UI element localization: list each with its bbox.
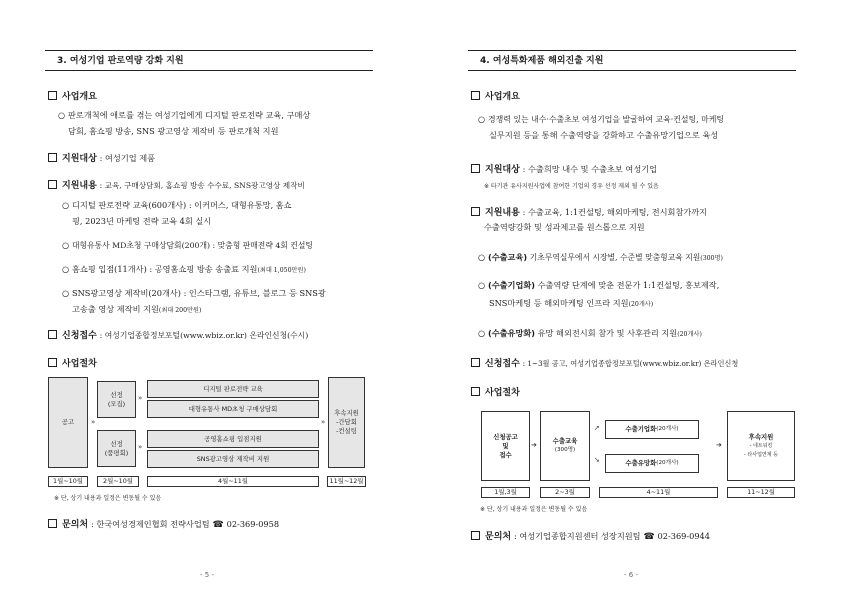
- flow-follow-up: 후속지원 - 네트워킹 - 타사업연계 등: [727, 411, 795, 481]
- contact-line: 문의처 : 한국여성경제인협회 전략사업팀 ☎ 02-369-0958: [48, 518, 279, 531]
- checkbox-icon: [48, 330, 57, 339]
- schedule-note: ※ 단, 상기 내용과 일정은 변동될 수 있음: [54, 495, 162, 502]
- checkbox-icon: [471, 91, 480, 100]
- content-item-1: ○ (수출교육) 기초무역실무에서 시장별, 수준별 맞춤형교육 지원(300명): [478, 252, 723, 262]
- circle-bullet-icon: ○: [478, 114, 486, 124]
- arrow-right-icon: ➔: [716, 441, 722, 449]
- circle-bullet-icon: ○: [58, 110, 66, 120]
- flow-export-company: 수출기업화 (20개사): [605, 420, 699, 439]
- overview-heading: 사업개요: [471, 91, 520, 103]
- arrow-right-icon: »: [321, 418, 326, 426]
- circle-bullet-icon: ○: [478, 280, 486, 290]
- circle-bullet-icon: ○: [478, 252, 486, 262]
- page-number: - 5 -: [200, 571, 214, 579]
- circle-bullet-icon: ○: [62, 200, 70, 210]
- target-line: 지원대상 : 여성기업 제품: [48, 152, 155, 165]
- flow-export-promising: 수출유망화 (20개사): [605, 454, 699, 473]
- overview-heading: 사업개요: [48, 91, 97, 103]
- checkbox-icon: [471, 207, 480, 216]
- flow-time-4: 11~12월: [727, 487, 795, 498]
- page-number: - 6 -: [624, 571, 638, 579]
- content-item-2: ○ 대형유통사 MD초청 구매상담회(200개) : 맞춤형 판매전략 4회 컨설팅: [62, 240, 313, 250]
- flow-follow-up: 후속지원 -간담회 -컨설팅: [328, 377, 365, 468]
- flow-program-digital: 디지털 판로전략 교육: [147, 380, 319, 398]
- flow-select-review: 선정 (품평회): [97, 430, 136, 467]
- flow-program-md: 대형유통사 MD초청 구매상담회: [147, 400, 319, 418]
- circle-bullet-icon: ○: [62, 240, 70, 250]
- phone-icon: ☎: [212, 520, 224, 530]
- overview-text-cont: 실무지원 등을 통해 수출역량을 강화하고 수출유망기업으로 육성: [489, 130, 719, 140]
- process-heading: 사업절차: [471, 387, 520, 399]
- flow-time-3: 4~11월: [599, 487, 718, 498]
- target-note: ※ 타기관 유사지원사업에 참여한 기업의 경우 선정 제외 될 수 있음: [484, 183, 659, 190]
- checkbox-icon: [471, 387, 480, 396]
- checkbox-icon: [471, 531, 480, 540]
- circle-bullet-icon: ○: [478, 328, 486, 338]
- content-item-3: ○ 홈쇼핑 입점(11개사) : 공영홈쇼핑 방송 송출료 지원(최대 1,050만원): [62, 264, 306, 274]
- flow-announce: 공고: [48, 377, 88, 468]
- arrow-right-icon: »: [91, 418, 96, 426]
- schedule-note: ※ 단, 상기 내용과 일정은 변동될 수 있음: [480, 506, 588, 513]
- checkbox-icon: [471, 358, 480, 367]
- flow-time-1: 1월,3월: [481, 487, 530, 498]
- flow-program-sns: SNS광고영상 제작비 지원: [147, 450, 319, 468]
- content-item-2: ○ (수출기업화) 수출역량 단계에 맞춘 전문가 1:1컨설팅, 홍보제작,: [478, 280, 720, 290]
- flow-time-2: 2월~10월: [97, 476, 139, 487]
- flow-apply: 신청공고 및 접수: [481, 411, 530, 481]
- flow-program-homeshopping: 공영홈쇼핑 입점지원: [147, 430, 319, 448]
- flow-export-education: 수출교육 (300명): [540, 411, 590, 481]
- content-item-1: ○ 디지털 판로전략 교육(600개사) : 이커머스, 대형유통망, 홈쇼: [62, 200, 292, 210]
- flow-time-4: 11월~12월: [327, 476, 366, 487]
- content-item-4: ○ SNS광고영상 제작비(20개사) : 인스타그램, 유튜브, 블로그 등 SNS광: [62, 288, 326, 298]
- content-item-2-cont: SNS마케팅 등 해외마케팅 인프라 지원(20개사): [489, 298, 654, 308]
- content-line: 지원내용 : 수출교육, 1:1컨설팅, 해외마케팅, 전시회참가까지: [471, 206, 707, 219]
- section-header: 3. 여성기업 판로역량 강화 지원: [45, 50, 373, 71]
- checkbox-icon: [48, 180, 57, 189]
- checkbox-icon: [48, 153, 57, 162]
- overview-text: ○ 경쟁력 있는 내수·수출초보 여성기업을 발굴하여 교육·컨설팅, 마케팅: [478, 114, 725, 124]
- content-item-4-cont: 고송출 영상 제작비 지원(최대 200만원): [72, 304, 202, 314]
- flow-time-1: 1월~10월: [48, 476, 88, 487]
- process-heading: 사업절차: [48, 358, 97, 370]
- phone-icon: ☎: [643, 532, 655, 542]
- arrow-upright-icon: ➚: [594, 424, 600, 432]
- arrow-right-icon: »: [138, 394, 143, 402]
- content-item-1-cont: 핑, 2023년 마케팅 전략 교육 4회 실시: [72, 216, 212, 226]
- overview-text-cont: 담회, 홈쇼핑 방송, SNS 광고영상 제작비 등 판로개척 지원: [68, 126, 279, 136]
- arrow-right-icon: »: [138, 443, 143, 451]
- flow-time-3: 4월~11월: [147, 476, 319, 487]
- flow-time-2: 2~3월: [540, 487, 590, 498]
- checkbox-icon: [48, 358, 57, 367]
- section-header: 4. 여성특화제품 해외진출 지원: [468, 50, 796, 71]
- contact-line: 문의처 : 여성기업종합지원센터 성장지원팀 ☎ 02-369-0944: [471, 530, 710, 543]
- apply-line: 신청접수 : 1~3월 공고, 여성기업종합정보포털(www.wbiz.or.kr) 온라인신청: [471, 358, 738, 370]
- content-line-cont: 수출역량강화 및 성과제고를 원스톱으로 지원: [484, 222, 645, 232]
- checkbox-icon: [48, 91, 57, 100]
- circle-bullet-icon: ○: [62, 288, 70, 298]
- circle-bullet-icon: ○: [62, 264, 70, 274]
- overview-text: ○ 판로개척에 애로를 겪는 여성기업에게 디지털 판로전략 교육, 구매상: [58, 110, 311, 120]
- arrow-downright-icon: ➘: [594, 456, 600, 464]
- arrow-right-icon: ➔: [531, 441, 537, 449]
- target-line: 지원대상 : 수출희망 내수 및 수출초보 여성기업: [471, 163, 657, 176]
- flow-select-recruit: 선정 (모집): [97, 381, 136, 418]
- checkbox-icon: [48, 519, 57, 528]
- content-item-3: ○ (수출유망화) 유망 해외전시회 참가 및 사후관리 지원(20개사): [478, 328, 702, 338]
- checkbox-icon: [471, 164, 480, 173]
- content-line: 지원내용 : 교육, 구매상담회, 홈쇼핑 방송 수수료, SNS광고영상 제작비: [48, 180, 305, 192]
- apply-line: 신청접수 : 여성기업종합정보포털(www.wbiz.or.kr) 온라인신청(수시): [48, 330, 308, 342]
